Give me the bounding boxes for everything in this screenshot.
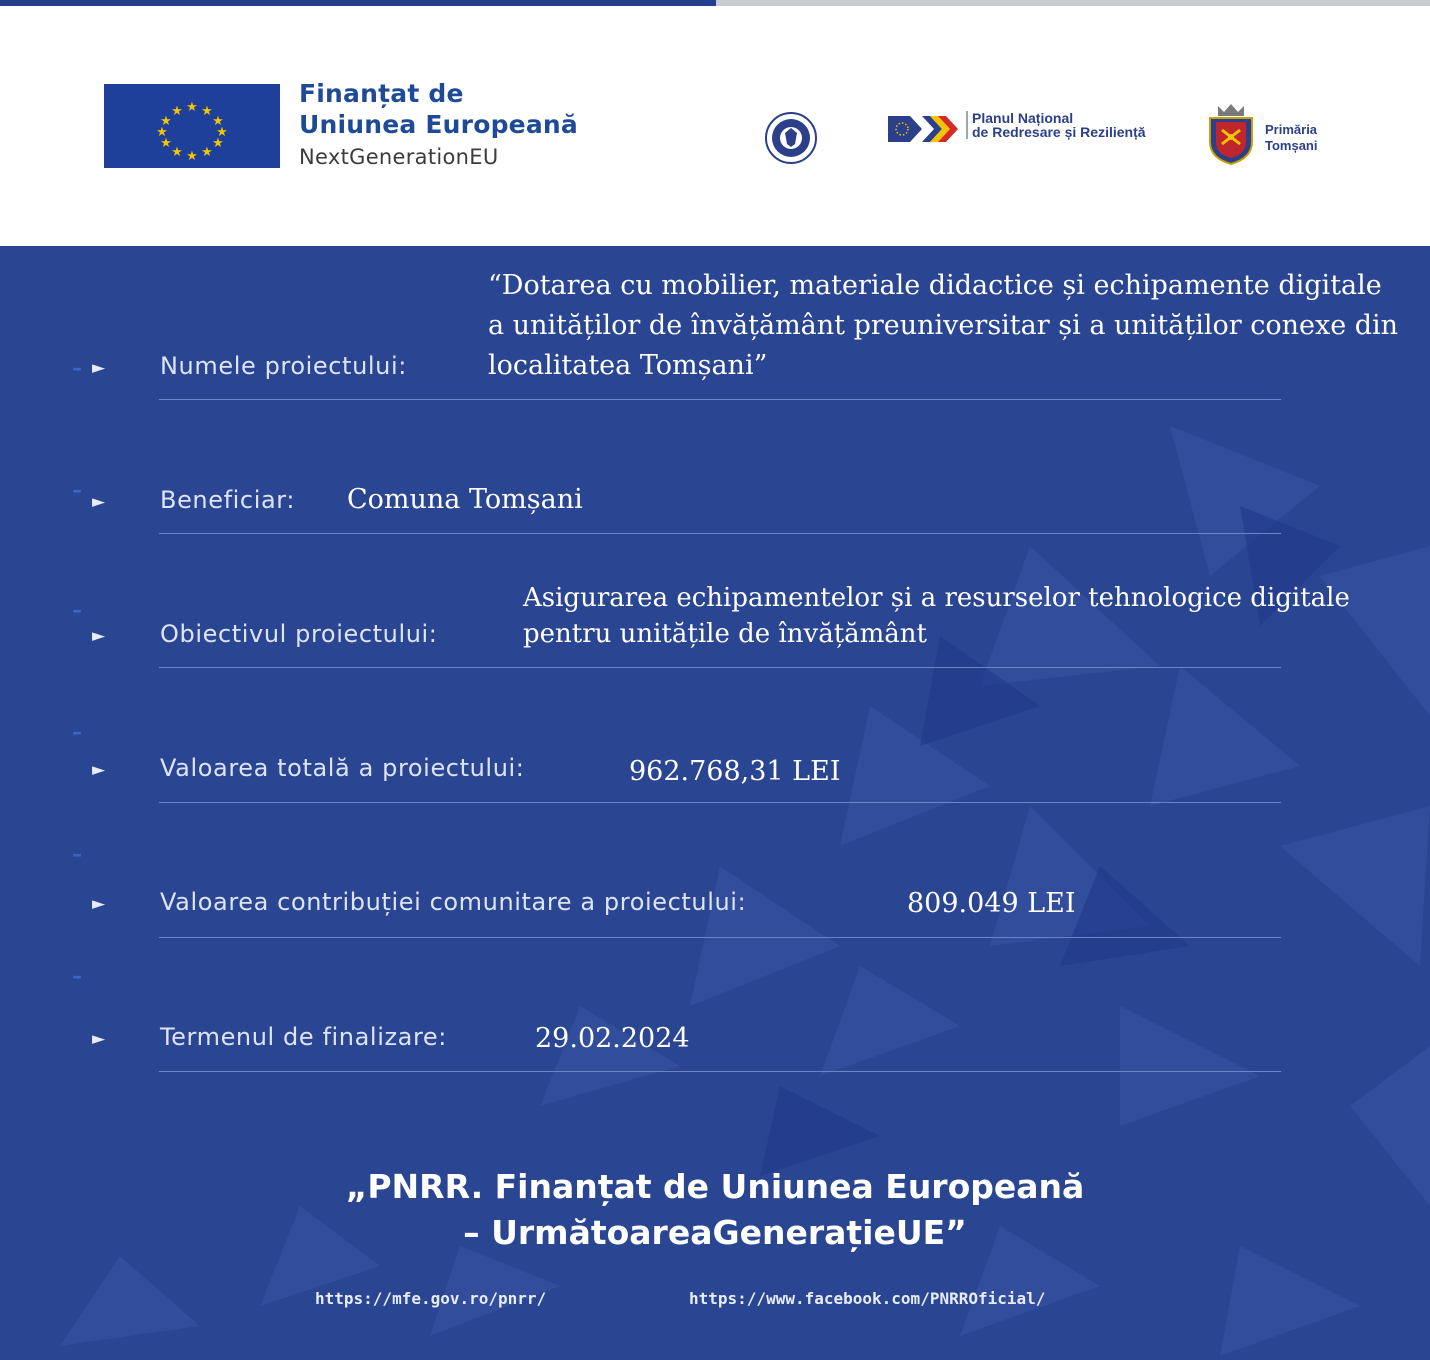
logo-header xyxy=(0,6,1430,246)
project-name-value: “Dotarea cu mobilier, materiale didactice și echipamente digitale a unităților de învățământ preuniversitar și a unităților conexe din localitatea Tomșani” xyxy=(488,270,1399,381)
pnrr-line-1: Planul Național xyxy=(972,110,1074,126)
row-accent-dash: – xyxy=(72,720,82,744)
project-name-label: Numele proiectului: xyxy=(160,352,407,380)
bullet-icon: ► xyxy=(92,492,106,512)
pnrr-slogan xyxy=(0,1164,1430,1256)
row-divider xyxy=(159,399,1281,400)
eu-flag-icon xyxy=(104,84,280,168)
eu-funding-text xyxy=(299,78,578,174)
project-info-panel xyxy=(0,246,1430,1360)
pnrr-line-2: de Redresare și Reziliență xyxy=(972,124,1146,140)
row-divider xyxy=(159,937,1281,938)
primaria-text xyxy=(1265,122,1318,154)
eu-line-2: Uniunea Europeană xyxy=(299,110,578,139)
svg-text:★: ★ xyxy=(186,100,198,115)
total-value: 962.768,31 LEI xyxy=(629,756,841,787)
row-accent-dash: – xyxy=(72,842,82,866)
eu-line-1: Finanțat de xyxy=(299,79,464,108)
total-value-label: Valoarea totală a proiectului: xyxy=(160,754,525,782)
svg-text:★: ★ xyxy=(212,136,224,151)
bullet-icon: ► xyxy=(92,358,106,378)
row-divider xyxy=(159,533,1281,534)
objective-value: Asigurarea echipamentelor și a resurselor tehnologice digitale pentru unitățile de învățământ xyxy=(523,583,1350,649)
slogan-line-2: – UrmătoareaGenerațieUE” xyxy=(463,1213,967,1252)
svg-text:★: ★ xyxy=(186,149,198,164)
svg-text:★: ★ xyxy=(156,125,168,140)
svg-text:★: ★ xyxy=(216,125,228,140)
pnrr-logo-icon xyxy=(886,112,960,146)
bullet-icon: ► xyxy=(92,626,106,646)
eu-line-3: NextGenerationEU xyxy=(299,145,499,169)
primaria-line-1: Primăria xyxy=(1265,122,1318,137)
contribution-value: 809.049 LEI xyxy=(907,888,1076,919)
row-accent-dash: – xyxy=(72,598,82,622)
svg-text:★: ★ xyxy=(171,104,183,119)
slogan-line-1: „PNRR. Finanțat de Uniunea Europeană xyxy=(345,1167,1085,1206)
row-divider xyxy=(159,1071,1281,1072)
deadline-value: 29.02.2024 xyxy=(535,1023,690,1054)
beneficiary-label: Beneficiar: xyxy=(160,486,296,514)
row-divider xyxy=(159,667,1281,668)
tomsani-crest-icon xyxy=(1206,102,1256,166)
svg-text:★: ★ xyxy=(160,114,172,129)
contribution-label: Valoarea contribuției comunitare a proiectului: xyxy=(160,888,747,916)
row-divider xyxy=(159,802,1281,803)
bullet-icon: ► xyxy=(92,760,106,780)
svg-text:★: ★ xyxy=(171,145,183,160)
mfe-link[interactable]: https://mfe.gov.ro/pnrr/ xyxy=(315,1289,547,1308)
svg-text:★: ★ xyxy=(201,145,213,160)
primaria-line-2: Tomșani xyxy=(1265,138,1318,153)
beneficiary-value: Comuna Tomșani xyxy=(347,484,583,515)
deadline-label: Termenul de finalizare: xyxy=(160,1023,447,1051)
row-accent-dash: – xyxy=(72,964,82,988)
bullet-icon: ► xyxy=(92,894,106,914)
objective-label: Obiectivul proiectului: xyxy=(160,620,438,648)
bullet-icon: ► xyxy=(92,1029,106,1049)
government-seal-icon xyxy=(764,111,818,165)
svg-text:★: ★ xyxy=(212,114,224,129)
pnrr-logo-text xyxy=(966,111,1146,139)
row-accent-dash: – xyxy=(72,478,82,502)
facebook-link[interactable]: https://www.facebook.com/PNRROficial/ xyxy=(689,1289,1046,1308)
svg-text:★: ★ xyxy=(201,104,213,119)
svg-text:★: ★ xyxy=(160,136,172,151)
row-accent-dash: – xyxy=(72,356,82,380)
